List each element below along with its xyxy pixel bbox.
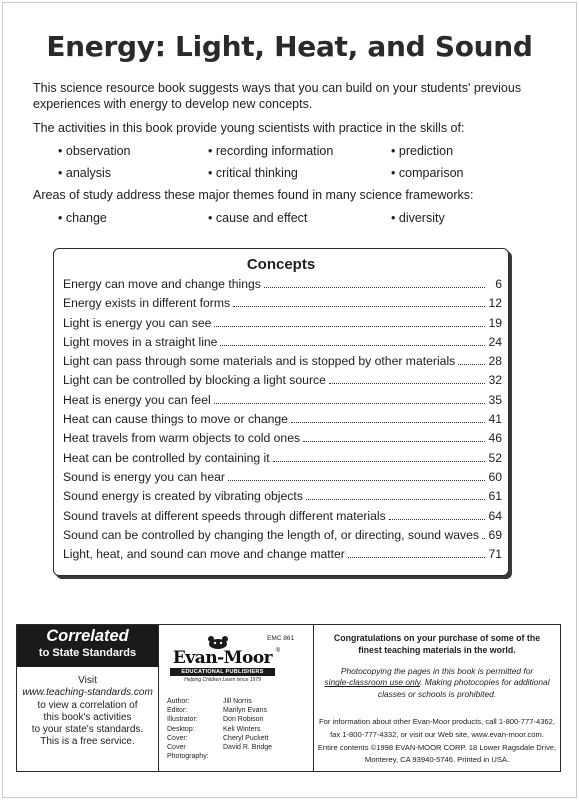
- concept-text: Light can pass through some materials and is stopped by other materials: [63, 354, 456, 369]
- concept-page-number: 6: [495, 277, 502, 291]
- themes-intro: Areas of study address these major themes found in many science frameworks:: [33, 188, 474, 202]
- credit-role: Illustrator:: [167, 716, 198, 724]
- concept-page-number: 41: [488, 412, 502, 427]
- credit-row: [167, 734, 272, 743]
- concept-text: Energy can move and change things: [63, 277, 261, 291]
- themes-list: [58, 207, 548, 229]
- skills-list: [58, 140, 548, 184]
- concepts-list: [63, 277, 502, 566]
- concept-row: [63, 354, 502, 373]
- concept-page-number: 12: [488, 296, 502, 311]
- credit-name: David R. Bridge: [223, 744, 273, 752]
- concepts-heading: Concepts: [246, 256, 316, 273]
- credit-role: Editor:: [167, 707, 188, 715]
- info-line: Monterey, CA 93940-5746. Printed in USA.: [364, 755, 510, 765]
- theme-item: • diversity: [391, 211, 445, 225]
- concept-page-number: 71: [488, 547, 502, 562]
- page-title: Energy: Light, Heat, and Sound: [46, 30, 533, 63]
- concept-row: [63, 335, 502, 354]
- skills-intro: The activities in this book provide young scientists with practice in the skills of:: [33, 121, 465, 135]
- credit-name: Marilyn Evans: [223, 707, 267, 715]
- leader-dots: [348, 549, 485, 558]
- concept-row: [63, 451, 502, 470]
- concept-row: [63, 412, 502, 431]
- concept-page-number: 35: [488, 392, 502, 407]
- intro-paragraph: This science resource book suggests ways that you can build on your students' previous experiences with energy to develop new concepts.: [33, 81, 522, 111]
- credits-list: [167, 697, 272, 761]
- concept-row: [63, 509, 502, 528]
- info-line: For information about other Evan-Moor products, call 1-800-777-4362,: [319, 717, 555, 726]
- concept-page-number: 19: [488, 315, 502, 330]
- logo-tagline: Helping Children Learn since 1979: [184, 677, 261, 683]
- photocopy-notice: [318, 666, 556, 700]
- concept-row: [63, 373, 502, 392]
- credit-name: Jill Norris: [223, 698, 252, 705]
- correlated-title: Correlated: [46, 627, 129, 645]
- leader-dots: [482, 530, 485, 539]
- concept-row: [63, 470, 502, 489]
- concept-text: Light moves in a straight line: [63, 334, 218, 349]
- info-line: fax 1-800-777-4332, or visit our Web site, www.evan-moor.com.: [330, 729, 544, 739]
- leader-dots: [329, 375, 485, 384]
- correlated-subtitle: to State Standards: [38, 647, 137, 659]
- skill-item: • comparison: [391, 166, 464, 180]
- concept-page-number: 52: [488, 450, 502, 465]
- correlated-panel: [17, 625, 159, 771]
- credit-role: Cover:: [167, 734, 188, 742]
- concept-text: Sound can be controlled by changing the length of, or directing, sound waves: [63, 527, 480, 542]
- credit-name: Don Robison: [223, 716, 264, 724]
- concept-page-number: 69: [488, 527, 502, 542]
- footer-panel: [16, 624, 561, 772]
- credit-row: [167, 697, 272, 706]
- concept-row: [63, 277, 502, 296]
- visit-label: Visit: [78, 675, 97, 686]
- concept-page-number: 46: [488, 431, 502, 446]
- concept-page-number: 60: [488, 469, 502, 484]
- skills-row: [58, 140, 548, 162]
- concept-page-number: 61: [488, 489, 502, 504]
- photocopy-line: Photocopying the pages in this book is permitted for: [340, 666, 534, 676]
- credit-role: Author:: [167, 698, 190, 705]
- concepts-box: [53, 248, 509, 576]
- credit-row: [167, 706, 272, 715]
- concept-page-number: 64: [488, 508, 502, 523]
- leader-dots: [214, 395, 485, 404]
- leader-dots: [458, 356, 485, 365]
- registered-mark: ®: [275, 648, 280, 654]
- concept-row: [63, 296, 502, 315]
- leader-dots: [389, 511, 485, 520]
- leader-dots: [214, 318, 485, 327]
- skills-row: [58, 162, 548, 184]
- notice-panel: [314, 625, 560, 771]
- skill-item: • analysis: [58, 166, 112, 180]
- leader-dots: [264, 279, 485, 288]
- concept-text: Sound is energy you can hear: [63, 469, 225, 484]
- visit-line: This is a free service.: [40, 736, 135, 748]
- leader-dots: [228, 472, 485, 481]
- product-code: EMC 861: [267, 635, 295, 642]
- credit-row: [167, 715, 272, 724]
- congrats-line: Congratulations on your purchase of some of the: [333, 633, 541, 643]
- concept-page-number: 24: [488, 334, 502, 349]
- skill-item: • observation: [58, 144, 131, 158]
- photocopy-rest: . Making photocopies for additional: [420, 677, 550, 688]
- mascot-icon: [205, 635, 231, 649]
- concept-text: Light is energy you can see: [63, 315, 212, 330]
- visit-line: this book's activities: [43, 711, 132, 723]
- credit-name: Cheryl Puckett: [223, 734, 269, 742]
- publisher-info: [316, 716, 558, 767]
- concept-row: [63, 489, 502, 508]
- concept-row: [63, 528, 502, 547]
- correlated-visit-text: [19, 675, 156, 749]
- concept-text: Energy exists in different forms: [63, 296, 231, 311]
- leader-dots: [303, 433, 485, 442]
- visit-line: to view a correlation of: [37, 699, 138, 711]
- leader-dots: [273, 453, 485, 462]
- concept-row: [63, 316, 502, 335]
- concept-text: Light can be controlled by blocking a light source: [63, 373, 326, 388]
- theme-item: • change: [58, 211, 107, 225]
- leader-dots: [220, 337, 485, 346]
- congratulations-text: [318, 633, 556, 656]
- photocopy-line: classes or schools is prohibited.: [377, 688, 497, 699]
- concept-text: Sound energy is created by vibrating objects: [63, 489, 303, 504]
- credit-name: Keli Winters: [223, 725, 261, 733]
- skill-item: • recording information: [208, 144, 334, 158]
- theme-item: • cause and effect: [208, 211, 308, 225]
- leader-dots: [233, 298, 485, 307]
- concept-text: Heat can be controlled by containing it: [63, 450, 270, 465]
- correlated-banner: [17, 625, 158, 667]
- leader-dots: [306, 491, 485, 500]
- concept-row: [63, 393, 502, 412]
- concept-text: Sound travels at different speeds through different materials: [63, 508, 386, 523]
- concept-page-number: 28: [488, 354, 502, 369]
- visit-line: to your state's standards.: [31, 724, 144, 736]
- publisher-panel: [159, 625, 314, 771]
- concept-text: Heat can cause things to move or change: [63, 412, 288, 427]
- credit-row: [167, 725, 272, 734]
- credit-row: [167, 743, 272, 761]
- concept-row: [63, 431, 502, 450]
- themes-row: [58, 207, 548, 229]
- concept-row: [63, 547, 502, 566]
- credit-role: Cover Photography:: [167, 744, 209, 761]
- skill-item: • prediction: [391, 144, 454, 158]
- skill-item: • critical thinking: [208, 166, 298, 180]
- standards-link[interactable]: www.teaching-standards.com: [22, 687, 153, 699]
- info-line: Entire contents ©1998 EVAN-MOOR CORP. 18 Lower Ragsdale Drive,: [317, 742, 557, 752]
- photocopy-emphasis: single-classroom use only: [324, 677, 421, 688]
- concept-page-number: 32: [488, 373, 502, 388]
- congrats-line: finest teaching materials in the world.: [358, 644, 516, 655]
- evan-moor-logo: [165, 635, 280, 683]
- concept-text: Light, heat, and sound can move and change matter: [63, 547, 345, 562]
- concept-text: Heat travels from warm objects to cold ones: [63, 431, 301, 446]
- concept-text: Heat is energy you can feel: [63, 392, 211, 407]
- logo-wordmark: Evan-Moor: [172, 648, 273, 668]
- photocopy-line: [318, 677, 556, 688]
- credit-role: Desktop:: [167, 725, 195, 733]
- logo-bar: EDUCATIONAL PUBLISHERS: [170, 668, 275, 676]
- leader-dots: [291, 414, 485, 423]
